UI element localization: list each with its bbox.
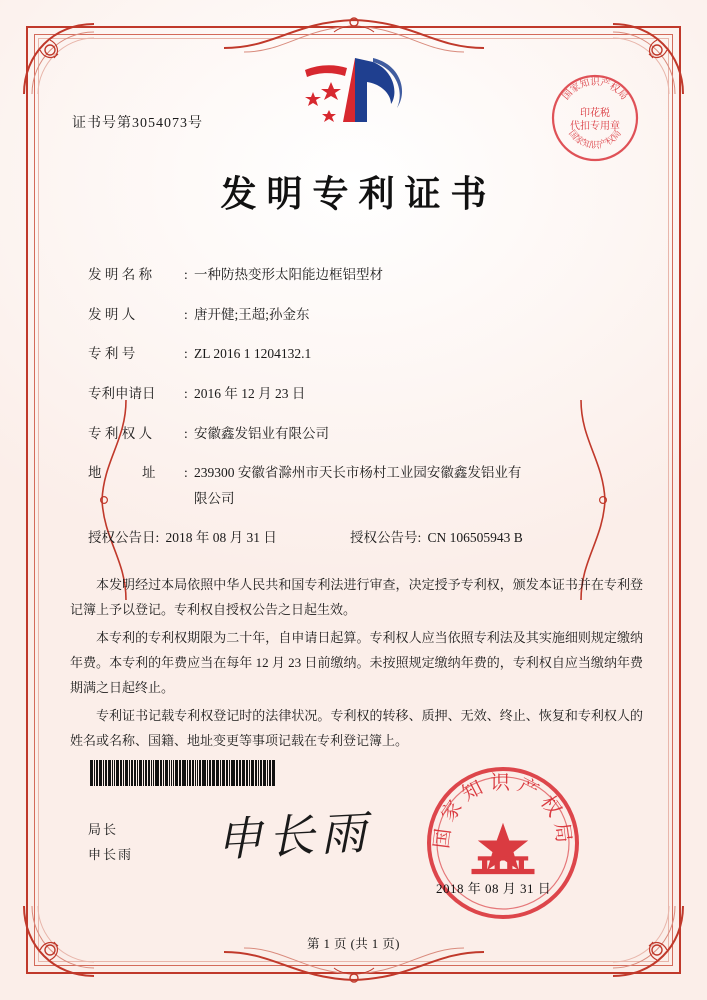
official-seal-icon [418,758,588,928]
certificate-content [56,52,651,755]
field-grant-number [350,526,523,550]
field-value-line2: 限公司 [194,490,235,506]
field-label: 发 明 人 [88,306,136,322]
field-grant-date [88,526,350,550]
field-value: CN 106505943 B [427,530,523,546]
field-patent-number [88,342,641,366]
field-application-date [88,382,641,406]
page-footer: 第 1 页 (共 1 页) [307,937,400,951]
field-value-line1: 239300 安徽省滁州市天长市杨村工业园安徽鑫发铝业有 [194,465,522,481]
signature-name: 申长雨 [88,846,134,862]
field-label: 专 利 号 [88,346,136,362]
field-colon: : [184,306,188,322]
legal-text [56,572,651,753]
page-title: 发明专利证书 [220,174,497,214]
signature-role: 局长 [88,822,119,837]
field-value: 安徽鑫发铝业有限公司 [194,425,329,441]
field-colon: : [184,425,188,441]
certificate-number: 证书号第3054073号 [72,116,203,131]
field-colon: : [184,267,188,282]
field-value: 2016 年 12 月 23 日 [194,385,306,401]
field-label: 专 利 权 人 [88,425,153,441]
paragraph: 专利证书记载专利权登记时的法律状况。专利权的转移、质押、无效、终止、恢复和专利权人的姓名或名称、国籍、地址变更等事项记载在专利登记簿上。 [70,707,643,749]
field-colon: : [155,530,160,546]
field-label: 专利申请日 [88,385,156,401]
field-address [88,461,641,510]
svg-text:国家知识产权局: 国家知识产权局 [561,78,629,103]
svg-text:印花税: 印花税 [580,108,610,119]
field-grant-row [88,526,641,550]
seal-date: 2018 年 08 月 31 日 [436,881,552,896]
field-label: 授权公告日 [88,530,156,546]
svg-text:国家知识产权局: 国家知识产权局 [567,128,623,150]
field-patentee [88,422,641,446]
field-colon: : [417,530,422,546]
paragraph: 本专利的专利权期限为二十年，自申请日起算。专利权人应当依照专利法及其实施细则规定缴纳年费。本专利的年费应当在每年 12 月 23 日前缴纳。未按照规定缴纳年费的，专利权自应当缴纳年费期满之日起终止。 [70,629,643,696]
field-value: 一种防热变形太阳能边框铝型材 [194,267,383,282]
field-colon: : [184,385,188,401]
barcode [90,760,276,786]
paragraph: 本发明经过本局依照中华人民共和国专利法进行审查，决定授予专利权，颁发本证书并在专利登记簿上予以登记。专利权自授权公告之日起生效。 [70,577,643,618]
field-value: 2018 年 08 月 31 日 [165,530,277,546]
fields-list [56,263,651,550]
field-invention-name [88,263,641,287]
field-value: 唐开健;王超;孙金东 [194,306,310,322]
field-inventors [88,303,641,327]
svg-text:代扣专用章: 代扣专用章 [570,121,620,132]
bottom-crest-ornament-icon [224,946,484,986]
field-colon: : [184,346,188,362]
field-value: ZL 2016 1 1204132.1 [194,346,312,362]
field-value [194,461,641,510]
signature-block [88,818,133,867]
svg-text:国家知识产权局: 国家知识产权局 [430,772,576,850]
field-colon: : [184,465,188,481]
handwritten-signature: 申长雨 [214,806,374,867]
field-label: 发 明 名 称 [88,267,153,282]
field-label: 地 址 [88,465,156,481]
field-label: 授权公告号 [350,530,418,546]
